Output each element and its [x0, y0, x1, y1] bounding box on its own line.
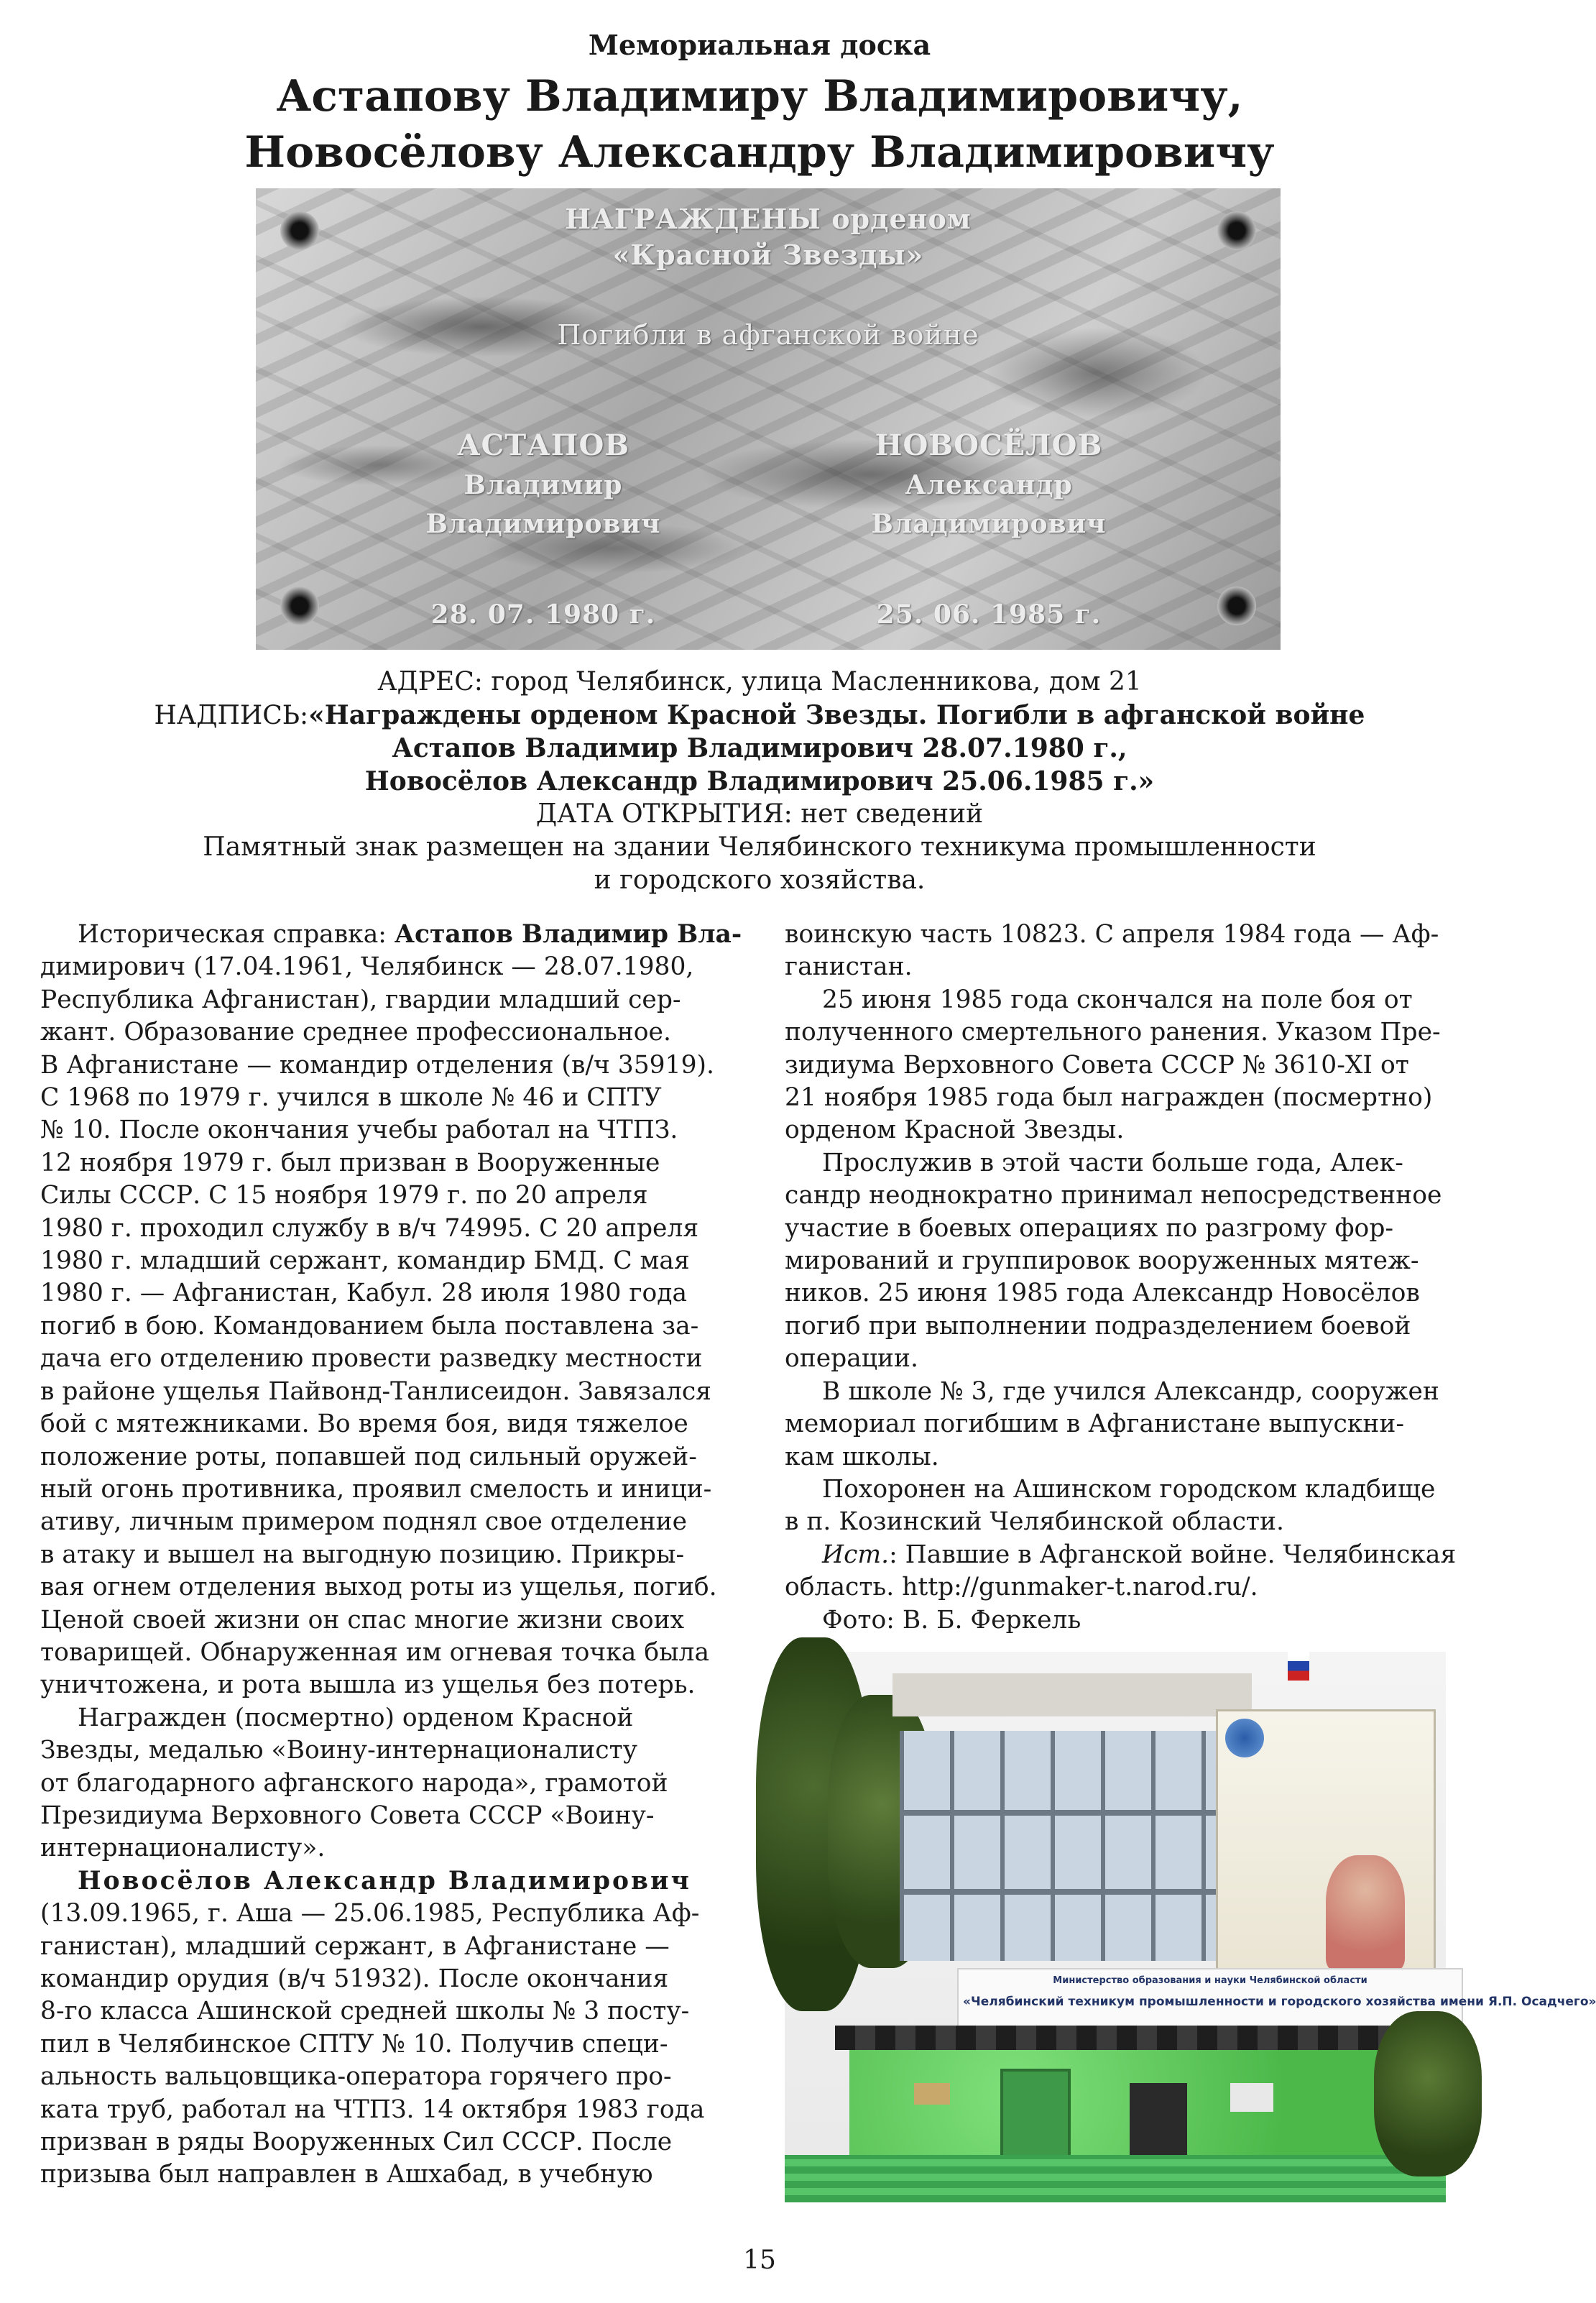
text-line: 21 ноября 1985 года был награжден (посмертно) [785, 1083, 1433, 1113]
building-photo [785, 1652, 1596, 2202]
page-title-line-1: Астапову Владимиру Владимировичу, [276, 71, 1243, 121]
text-line: 1980 г. — Афганистан, Кабул. 28 июля 1980 года [40, 1279, 688, 1308]
text-line: пил в Челябинское СПТУ № 10. Получив специ- [40, 2029, 668, 2059]
text-line: ганистан. [785, 952, 913, 982]
memorial-plaque-small [1230, 2083, 1273, 2112]
text-block-d [785, 1376, 1495, 1474]
plaque-right-surname: НОВОСЁЛОВ [875, 428, 1103, 462]
text-line: операции. [785, 1344, 918, 1374]
source-text-2: область. http://gunmaker-t.narod.ru/. [785, 1573, 1258, 1602]
text-line: Президиума Верховного Совета СССР «Воину- [40, 1801, 655, 1830]
bolt-icon [1217, 587, 1256, 625]
text-line: погиб при выполнении подразделением боевой [785, 1311, 1411, 1341]
text-line: бой с мятежниками. Во время боя, видя тяжелое [40, 1410, 688, 1439]
source-label: Ист. [822, 1540, 890, 1569]
text-line: Прослужив в этой части больше года, Алек- [822, 1148, 1403, 1177]
canopy [835, 2026, 1453, 2050]
text-line: интернационалисту». [40, 1834, 326, 1863]
text-line: Ценой своей жизни он спас многие жизни своих [40, 1605, 685, 1635]
inscription-text-1: «Награждены орденом Красной Звезды. Погибли в афганской войне [308, 700, 1365, 730]
opening-date-label: ДАТА ОТКРЫТИЯ: [535, 799, 793, 829]
text-line: Силы СССР. С 15 ноября 1979 г. по 20 апреля [40, 1181, 648, 1210]
text-line: № 10. После окончания учебы работал на ЧТПЗ. [40, 1116, 678, 1145]
plaque-left-name: Владимир [463, 470, 623, 500]
text-line: ативу, личным примером поднял свое отделение [40, 1507, 688, 1537]
text-line: Звезды, медалью «Воину-интернационалисту [40, 1736, 637, 1765]
inscription-text-3: Новосёлов Александр Владимирович 25.06.1985 г.» [364, 766, 1155, 796]
text-line: командир орудия (в/ч 51932). После окончания [40, 1964, 669, 1993]
inscription-text-2: Астапов Владимир Владимирович 28.07.1980 г., [392, 733, 1127, 763]
text-line: в п. Козинский Челябинской области. [785, 1507, 1284, 1537]
tree-right [1374, 2011, 1482, 2176]
building-windows [900, 1731, 1216, 1961]
memorial-plaque-photo [256, 188, 1281, 650]
person-name-novoselov: Новосёлов Александр Владимирович [78, 1866, 691, 1895]
bolt-icon [280, 587, 319, 625]
text-line: участие в боевых операциях по разгрому фор- [785, 1213, 1394, 1243]
text-line: в районе ущелья Пайвонд-Танлисеидон. Завязался [40, 1376, 711, 1406]
plaque-line-3: Погибли в афганской войне [557, 319, 979, 351]
opening-date-line [0, 798, 1519, 831]
text-block-a [785, 919, 1495, 984]
text-line: Республика Афганистан), гвардии младший сер- [40, 985, 681, 1014]
text-line: воинскую часть 10823. С апреля 1984 года — Аф- [785, 920, 1439, 949]
text-line: ката труб, работал на ЧТПЗ. 14 октября 1983 года [40, 2095, 705, 2124]
text-line: полученного смертельного ранения. Указом Пре- [785, 1018, 1441, 1047]
text-line: 1980 г. младший сержант, командир БМД. С мая [40, 1246, 690, 1276]
right-column [785, 919, 1495, 1637]
text-line: ганистан), младший сержант, в Афганистане — [40, 1931, 670, 1961]
plaque-right-patronymic: Владимирович [871, 509, 1107, 539]
inscription-line-1 [0, 699, 1519, 732]
plaque-line-1: НАГРАЖДЕНЫ орденом [565, 203, 972, 235]
text-line: Награжден (посмертно) орденом Красной [78, 1703, 634, 1732]
text-line: жант. Образование среднее профессиональное. [40, 1018, 671, 1047]
text-line: положение роты, попавшей под сильный оружей- [40, 1442, 697, 1471]
text-line: призыва был направлен в Ашхабад, в учебную [40, 2160, 653, 2189]
history-label: Историческая справка: [78, 920, 395, 949]
history-paragraph-1 [40, 919, 750, 1702]
text-line: погиб в бою. Командованием была поставлена за- [40, 1311, 699, 1341]
page-number: 15 [743, 2245, 776, 2275]
left-column [40, 919, 750, 2192]
text-line: 8-го класса Ашинской средней школы № 3 посту- [40, 1997, 690, 2026]
kicker: Мемориальная доска [588, 29, 931, 61]
text-line: в атаку и вышел на выгодную позицию. Прикры- [40, 1540, 685, 1569]
text-block-e [785, 1474, 1495, 1539]
text-line: димирович (17.04.1961, Челябинск — 28.07.1980, [40, 952, 694, 982]
text-line: мирований и группировок вооруженных мятеж- [785, 1246, 1419, 1276]
text-line: кам школы. [785, 1442, 939, 1471]
inscription-line-3 [0, 765, 1519, 799]
text-line: С 1968 по 1979 г. учился в школе № 46 и СПТУ [40, 1083, 662, 1113]
plaque-right-name: Александр [905, 470, 1073, 500]
text-line: (13.09.1965, г. Аша — 25.06.1985, Республика Аф- [40, 1899, 700, 1929]
stairs [785, 2155, 1446, 2202]
text-line: товарищей. Обнаруженная им огневая точка была [40, 1637, 710, 1667]
text-line: 1980 г. проходил службу в в/ч 74995. С 20 апреля [40, 1213, 699, 1243]
building-roof [892, 1673, 1252, 1716]
emblem-icon [1225, 1719, 1264, 1757]
source-block [785, 1539, 1495, 1637]
text-line: от благодарного афганского народа», грамотой [40, 1768, 668, 1798]
source-text-1: : Павшие в Афганской войне. Челябинская [889, 1540, 1457, 1569]
history-paragraph-2 [40, 1702, 750, 1865]
text-block-c [785, 1147, 1495, 1376]
history-paragraph-3 [40, 1865, 750, 2192]
flag-icon [1288, 1652, 1309, 1681]
door [1000, 2069, 1071, 2161]
text-line: ников. 25 июня 1985 года Александр Новосёлов [785, 1279, 1420, 1308]
address-line [0, 666, 1519, 699]
text-line: альность вальцовщика-оператора горячего про- [40, 2062, 672, 2092]
plaque-line-2: «Красной Звезды» [612, 239, 924, 271]
person-name-astapov: Астапов Владимир Вла- [394, 920, 742, 949]
note-line-2: и городского хозяйства. [594, 865, 926, 895]
text-line: В школе № 3, где учился Александр, сооружен [822, 1376, 1439, 1406]
window-frame [900, 1889, 1216, 1895]
plaque-left-surname: АСТАПОВ [456, 428, 630, 462]
text-block-b [785, 984, 1495, 1147]
plaque-left-date: 28. 07. 1980 г. [430, 599, 656, 630]
text-line: призван в ряды Вооруженных Сил СССР. После [40, 2128, 673, 2157]
text-line: ный огонь противника, проявил смелость и иници- [40, 1474, 712, 1504]
inscription-label: НАДПИСЬ: [154, 701, 309, 730]
text-line: орденом Красной Звезды. [785, 1116, 1125, 1145]
note-line-1: Памятный знак размещен на здании Челябинского техникума промышленности [203, 832, 1316, 862]
sign-line-2: «Челябинский техникум промышленности и городского хозяйства имени Я.П. Осадчего» [963, 1995, 1596, 2009]
text-line: сандр неоднократно принимал непосредственное [785, 1181, 1442, 1210]
text-line: зидиума Верховного Совета СССР № 3610-XI от [785, 1050, 1409, 1080]
text-line: 12 ноября 1979 г. был призван в Вооруженные [40, 1148, 660, 1177]
text-line: Похоронен на Ашинском городском кладбище [822, 1474, 1436, 1504]
text-line: 25 июня 1985 года скончался на поле боя от [822, 985, 1413, 1014]
sign-line-1: Министерство образования и науки Челябинской области [1053, 1975, 1367, 1986]
text-line: мемориал погибшим в Афганистане выпускни- [785, 1410, 1405, 1439]
address-label: АДРЕС: [377, 667, 483, 697]
entrance-sign [957, 1968, 1596, 2028]
text-line: В Афганистане — командир отделения (в/ч 35919). [40, 1050, 714, 1080]
inscription-line-2 [0, 732, 1519, 766]
plaque-right-date: 25. 06. 1985 г. [876, 599, 1102, 630]
plaque-small [914, 2083, 950, 2105]
billboard-figure [1326, 1855, 1405, 1970]
window-frame [900, 1810, 1216, 1816]
text-line: уничтожена, и рота вышла из ущелья без потерь. [40, 1670, 696, 1700]
text-line: вая огнем отделения выход роты из ущелья, погиб. [40, 1573, 717, 1602]
page-title-line-2: Новосёлову Александру Владимировичу [244, 127, 1275, 178]
photo-credit: Фото: В. Б. Феркель [822, 1605, 1081, 1635]
opening-date-value: нет сведений [801, 799, 984, 829]
address-value: город Челябинск, улица Масленникова, дом 21 [491, 667, 1142, 697]
text-line: дача его отделению провести разведку местности [40, 1344, 703, 1374]
plaque-left-patronymic: Владимирович [425, 509, 661, 539]
doorway-dark [1130, 2083, 1187, 2155]
